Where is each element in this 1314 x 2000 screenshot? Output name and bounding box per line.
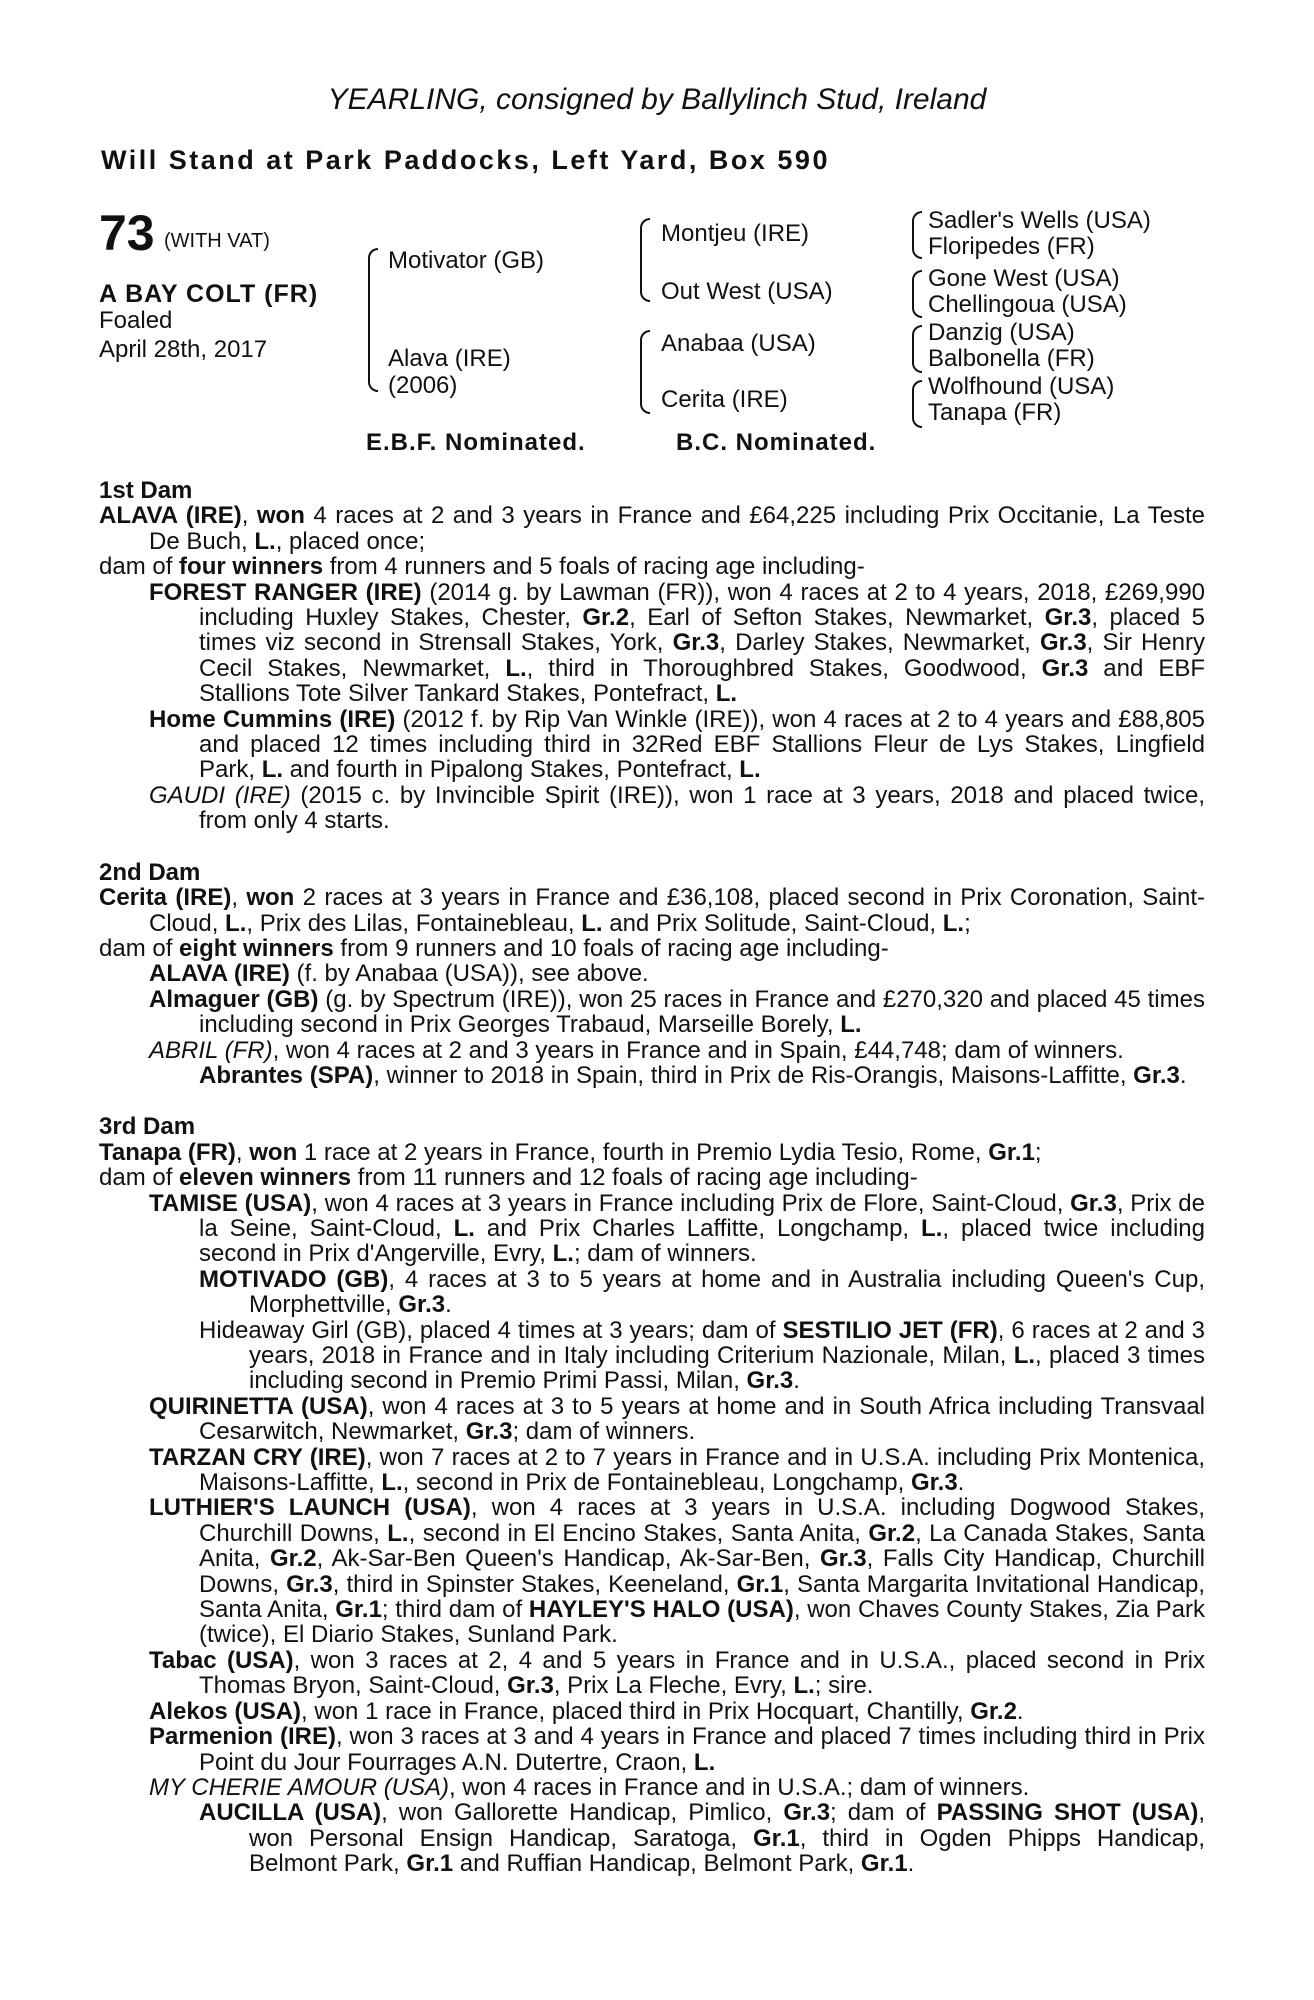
pedigree-dam-dam: Cerita (IRE) bbox=[661, 386, 788, 413]
pedigree-ggp-1: Sadler's Wells (USA) bbox=[928, 207, 1151, 234]
pedigree-ggp-7: Wolfhound (USA) bbox=[928, 373, 1115, 400]
second-dam-record: Cerita (IRE), won 2 races at 3 years in France and £36,108, placed second in Prix Coronation, Saint-Cloud, L., Prix des Lilas, Fontainebleau, L. and Prix Solitude, Saint-Cloud, L.; bbox=[99, 884, 1206, 937]
progeny-home-cummins: Home Cummins (IRE) (2012 f. by Rip Van Winkle (IRE)), won 4 races at 2 to 4 years and £88,805 and placed 12 times including third in 32Red EBF Stallions Fleur de Lys Stakes, Lingfield Park, L. and fourth in Pipalong Stakes, Pontefract, L. bbox=[149, 705, 1205, 784]
progeny-forest-ranger: FOREST RANGER (IRE) (2014 g. by Lawman (FR)), won 4 races at 2 to 4 years, 2018, £269,990 including Huxley Stakes, Chester, Gr.2, Earl of Sefton Stakes, Newmarket, Gr.3, placed 5 times viz second in Strensall Stakes, York, Gr.3, Darley Stakes, Newmarket, Gr.3, Sir Henry Cecil Stakes, Newmarket, L., third in Thoroughbred Stakes, Goodwood, Gr.3 and EBF Stallions Tote Silver Tankard Stakes, Pontefract, L. bbox=[149, 578, 1206, 708]
pedigree-ggp-3: Gone West (USA) bbox=[928, 265, 1120, 292]
lot-number: 73 bbox=[99, 205, 155, 261]
progeny-alekos: Alekos (USA), won 1 race in France, placed third in Prix Hocquart, Chantilly, Gr.2. bbox=[149, 1697, 1024, 1725]
progeny-aucilla: AUCILLA (USA), won Gallorette Handicap, Pimlico, Gr.3; dam of PASSING SHOT (USA), won Personal Ensign Handicap, Saratoga, Gr.1, third in Ogden Phipps Handicap, Belmont Park, Gr.1 and Ruffian Handicap, Belmont Park, Gr.1. bbox=[199, 1799, 1206, 1878]
pedigree-brace-dam-parents bbox=[640, 330, 650, 414]
progeny-my-cherie-amour: MY CHERIE AMOUR (USA), won 4 races in France and in U.S.A.; dam of winners. bbox=[149, 1773, 1030, 1801]
progeny-parmenion: Parmenion (IRE), won 3 races at 3 and 4 years in France and placed 7 times including third in Prix Point du Jour Fourrages A.N. Dutertre, Craon, L. bbox=[149, 1723, 1205, 1776]
pedigree-sire: Motivator (GB) bbox=[388, 247, 545, 274]
pedigree-ggp-4: Chellingoua (USA) bbox=[928, 291, 1127, 318]
first-dam-heading: 1st Dam bbox=[99, 477, 193, 504]
third-dam-dam-of: dam of eleven winners from 11 runners and 12 foals of racing age including- bbox=[99, 1164, 918, 1192]
first-dam-dam-of: dam of four winners from 4 runners and 5 foals of racing age including- bbox=[99, 553, 865, 581]
progeny-alava: ALAVA (IRE) (f. by Anabaa (USA)), see above. bbox=[149, 960, 649, 988]
second-dam-heading: 2nd Dam bbox=[99, 858, 201, 886]
produce-record bbox=[99, 478, 1205, 1877]
progeny-hideaway-girl: Hideaway Girl (GB), placed 4 times at 3 years; dam of SESTILIO JET (FR), 6 races at 2 and 3 years, 2018 in France and in Italy including Criterium Nazionale, Milan, L., placed 3 times including second in Premio Primi Passi, Milan, Gr.3. bbox=[199, 1316, 1206, 1395]
second-dam-dam-of: dam of eight winners from 9 runners and 10 foals of racing age including- bbox=[99, 934, 889, 962]
progeny-tamise: TAMISE (USA), won 4 races at 3 years in France including Prix de Flore, Saint-Cloud, Gr.3, Prix de la Seine, Saint-Cloud, L. and Prix Charles Laffitte, Longchamp, L., placed twice including second in Prix d'Angerville, Evry, L.; dam of winners. bbox=[149, 1189, 1206, 1268]
vat-label: (WITH VAT) bbox=[164, 230, 270, 252]
consignment-line: YEARLING, consigned by Ballylinch Stud, Ireland bbox=[327, 83, 987, 116]
pedigree-brace-sire-parents bbox=[640, 218, 650, 302]
pedigree-ggp-5: Danzig (USA) bbox=[928, 319, 1075, 346]
pedigree-brace-gg2 bbox=[912, 270, 922, 318]
pedigree-dam: Alava (IRE) bbox=[388, 345, 511, 372]
first-dam-record: ALAVA (IRE), won 4 races at 2 and 3 years in France and £64,225 including Prix Occitanie, La Teste De Buch, L., placed once; bbox=[99, 502, 1205, 555]
progeny-tabac: Tabac (USA), won 3 races at 2, 4 and 5 years in France and in U.S.A., placed second in Prix Thomas Bryon, Saint-Cloud, Gr.3, Prix La Fleche, Evry, L.; sire. bbox=[149, 1646, 1206, 1700]
progeny-tarzan-cry: TARZAN CRY (IRE), won 7 races at 2 to 7 years in France and in U.S.A. including Prix Montenica, Maisons-Laffitte, L., second in Prix de Fontainebleau, Longchamp, Gr.3. bbox=[149, 1443, 1205, 1497]
pedigree-sire-dam: Out West (USA) bbox=[661, 278, 833, 305]
pedigree-dam-sire: Anabaa (USA) bbox=[661, 330, 816, 357]
pedigree-brace-gg3 bbox=[912, 325, 922, 373]
progeny-gaudi: GAUDI (IRE) (2015 c. by Invincible Spirit (IRE)), won 1 race at 3 years, 2018 and placed twice, from only 4 starts. bbox=[149, 781, 1205, 835]
progeny-luthiers-launch: LUTHIER'S LAUNCH (USA), won 4 races at 3 years in U.S.A. including Dogwood Stakes, Churchill Downs, L., second in El Encino Stakes, Santa Anita, Gr.2, La Canada Stakes, Santa Anita, Gr.2, Ak-Sar-Ben Queen's Handicap, Ak-Sar-Ben, Gr.3, Falls City Handicap, Churchill Downs, Gr.3, third in Spinster Stakes, Keeneland, Gr.1, Santa Margarita Invitational Handicap, Santa Anita, Gr.1; third dam of HAYLEY'S HALO (USA), won Chaves County Stakes, Zia Park (twice), El Diario Stakes, Sunland Park. bbox=[149, 1494, 1205, 1649]
third-dam-record: Tanapa (FR), won 1 race at 2 years in France, fourth in Premio Lydia Tesio, Rome, Gr.1; bbox=[99, 1138, 1042, 1166]
pedigree-brace-gg4 bbox=[912, 380, 922, 428]
progeny-quirinetta: QUIRINETTA (USA), won 4 races at 3 to 5 years at home and in South Africa including Transvaal Cesarwitch, Newmarket, Gr.3; dam of winners. bbox=[149, 1392, 1205, 1446]
progeny-abril: ABRIL (FR), won 4 races at 2 and 3 years in France and in Spain, £44,748; dam of winners. bbox=[149, 1036, 1124, 1064]
pedigree-ggp-2: Floripedes (FR) bbox=[928, 233, 1095, 260]
lot-description: A BAY COLT (FR) bbox=[99, 280, 319, 308]
ebf-nominated: E.B.F. Nominated. bbox=[366, 429, 586, 456]
pedigree-ggp-6: Balbonella (FR) bbox=[928, 345, 1095, 372]
pedigree-ggp-8: Tanapa (FR) bbox=[928, 399, 1062, 426]
progeny-abrantes: Abrantes (SPA), winner to 2018 in Spain, third in Prix de Ris-Orangis, Maisons-Laffitte, Gr.3. bbox=[199, 1061, 1187, 1089]
location-line: Will Stand at Park Paddocks, Left Yard, Box 590 bbox=[101, 145, 830, 175]
bc-nominated: B.C. Nominated. bbox=[676, 429, 877, 456]
pedigree-brace-gg1 bbox=[912, 211, 922, 259]
progeny-almaguer: Almaguer (GB) (g. by Spectrum (IRE)), won 25 races in France and £270,320 and placed 45 times including second in Prix Georges Trabaud, Marseille Borely, L. bbox=[149, 985, 1205, 1039]
foaled-info: Foaled April 28th, 2017 bbox=[99, 307, 268, 363]
pedigree-brace-sire-dam bbox=[368, 248, 378, 392]
pedigree-dam-year: (2006) bbox=[388, 372, 458, 399]
progeny-motivado: MOTIVADO (GB), 4 races at 3 to 5 years at home and in Australia including Queen's Cup, Morphettville, Gr.3. bbox=[199, 1265, 1205, 1319]
third-dam-heading: 3rd Dam bbox=[99, 1113, 196, 1141]
pedigree-sire-sire: Montjeu (IRE) bbox=[661, 220, 810, 247]
